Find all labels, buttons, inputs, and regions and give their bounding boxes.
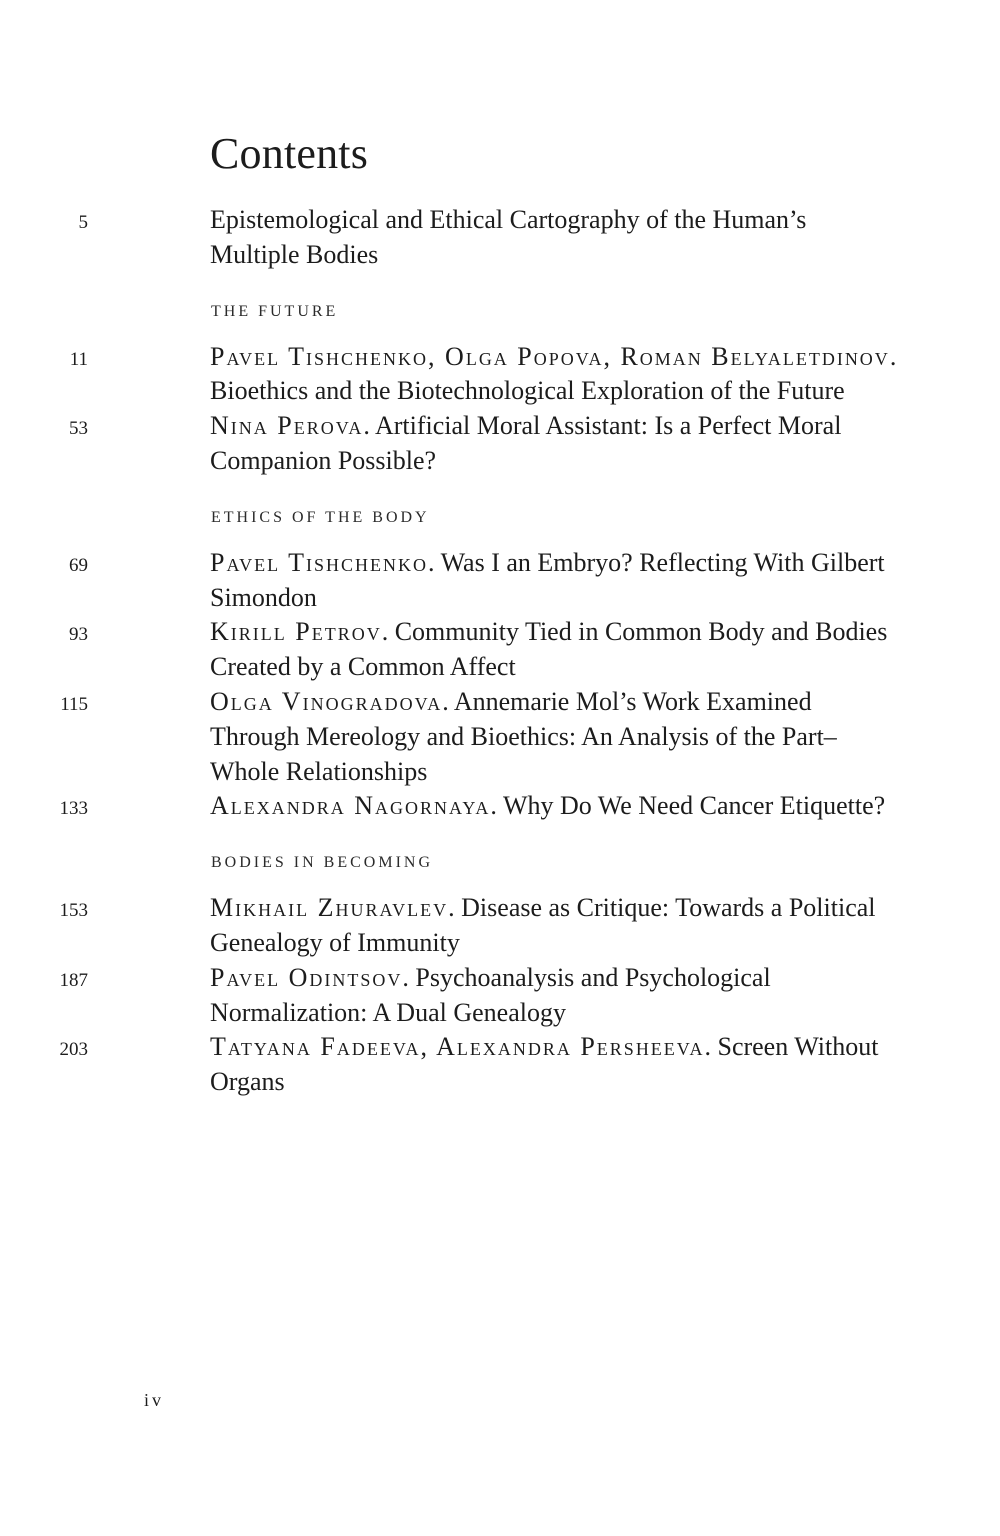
- toc-page-number: 115: [60, 693, 88, 715]
- toc-page-number: 93: [69, 624, 88, 646]
- toc-entry[interactable]: 115 Olga Vinogradova. Annemarie Mol’s Work Examined Through Mereology and Bioethics: An Analysis of the Part–Whole Relationships: [60, 686, 837, 786]
- toc-authors: Pavel Odintsov: [210, 962, 403, 992]
- toc-title: Psychoanalysis and Psychological Normalization: A Dual Genealogy: [210, 962, 771, 1027]
- toc-title: Community Tied in Common Body and Bodies Created by a Common Affect: [210, 617, 888, 682]
- contents-heading: Contents: [210, 129, 369, 178]
- toc-page-number: 5: [78, 212, 88, 233]
- section-heading-the-future: THE FUTURE: [211, 302, 339, 320]
- toc-authors: Nina Perova: [210, 411, 364, 441]
- toc-entry[interactable]: 133 Alexandra Nagornaya. Why Do We Need Cancer Etiquette?: [0, 789, 900, 824]
- section-heading-bodies-in-becoming: BODIES IN BECOMING: [211, 854, 433, 872]
- toc-authors: Tatyana Fadeeva, Alexandra Persheeva: [210, 1032, 705, 1062]
- toc-page-number: 187: [59, 969, 88, 991]
- toc-title: Artificial Moral Assistant: Is a Perfect Moral Companion Possible?: [210, 411, 842, 475]
- toc-authors: Mikhail Zhuravlev: [210, 893, 449, 923]
- toc-authors: Kirill Petrov: [210, 617, 382, 647]
- toc-authors: Olga Vinogradova: [210, 686, 443, 716]
- toc-entry[interactable]: 203 Tatyana Fadeeva, Alexandra Persheeva. Screen Without Organs: [59, 1032, 879, 1097]
- toc-page-number: 153: [59, 900, 88, 922]
- toc-title: Why Do We Need Cancer Etiquette?: [502, 791, 886, 821]
- toc-page-number: 203: [59, 1039, 88, 1061]
- toc-authors: Alexandra Nagornaya: [210, 791, 491, 821]
- toc-title: Disease as Critique: Towards a Political Genealogy of Immunity: [210, 893, 876, 957]
- toc-title: Epistemological and Ethical Cartography of the Human’s Multiple Bodies: [210, 205, 807, 269]
- toc-entry[interactable]: 93 Kirill Petrov. Community Tied in Common Body and Bodies Created by a Common Affect: [69, 617, 888, 682]
- section-heading-ethics-of-the-body: ETHICS OF THE BODY: [211, 508, 430, 526]
- toc-entry[interactable]: 69 Pavel Tishchenko. Was I an Embryo? Reflecting With Gilbert Simondon: [69, 547, 885, 612]
- toc-entry[interactable]: 187 Pavel Odintsov. Psychoanalysis and Psychological Normalization: A Dual Genealogy: [59, 962, 771, 1027]
- toc-page-number: 53: [69, 418, 88, 440]
- toc-entry[interactable]: 11 Pavel Tishchenko, Olga Popova, Roman Belyaletdinov. Bioethics and the Biotechnological Exploration of the Future: [69, 341, 897, 406]
- toc-authors: Pavel Tishchenko: [210, 547, 429, 577]
- toc-entry[interactable]: 53 Nina Perova. Artificial Moral Assistant: Is a Perfect Moral Companion Possible?: [69, 411, 842, 475]
- toc-title: Annemarie Mol’s Work Examined Through Mereology and Bioethics: An Analysis of the Part–Whole Relationships: [210, 686, 837, 786]
- toc-entry[interactable]: 153 Mikhail Zhuravlev. Disease as Critique: Towards a Political Genealogy of Immunity: [59, 893, 876, 957]
- page-folio: iv: [144, 1390, 165, 1410]
- toc-page-number: 69: [69, 554, 88, 576]
- toc-page-number: 11: [69, 348, 88, 370]
- toc-title: Screen Without Organs: [210, 1032, 879, 1097]
- toc-entry-intro[interactable]: [0, 203, 900, 273]
- toc-title: Bioethics and the Biotechnological Exploration of the Future: [210, 376, 845, 406]
- table-of-contents: [0, 203, 1000, 1100]
- toc-page-number: 133: [59, 798, 88, 820]
- toc-title: Was I an Embryo? Reflecting With Gilbert Simondon: [210, 547, 885, 612]
- toc-authors: Pavel Tishchenko, Olga Popova, Roman Belyaletdinov: [210, 341, 890, 371]
